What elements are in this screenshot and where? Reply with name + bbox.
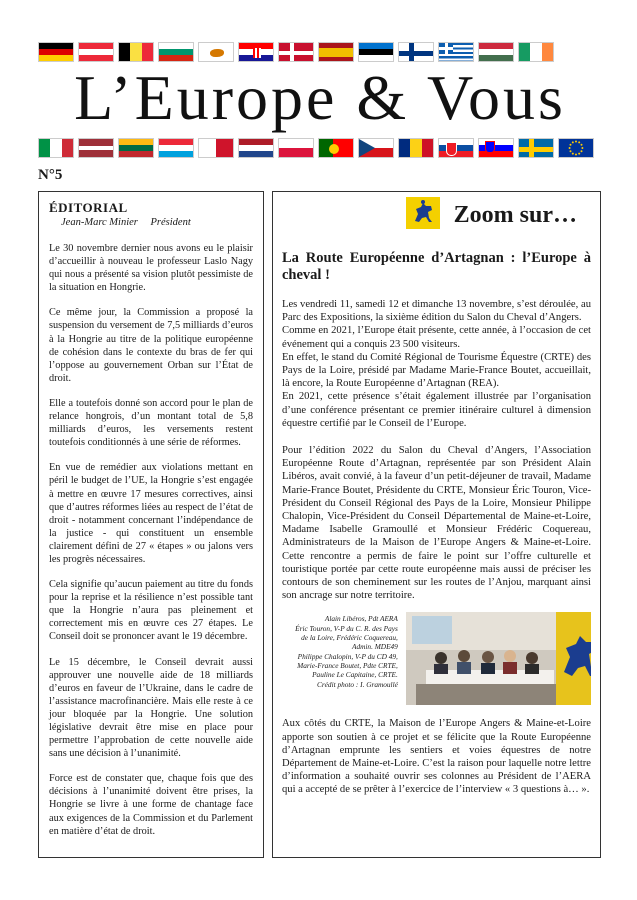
meeting-photo	[406, 612, 591, 705]
flag-netherlands	[238, 138, 274, 158]
flag-latvia	[78, 138, 114, 158]
editorial-paragraph: Ce même jour, la Commission a proposé la suspension du versement de 7,5 milliards d’euros à la Hongrie au titre de la politique européenne de cohésion dans le contexte du bras de fer qui l’oppose au gouvernement Orban sur l’État de droit.	[49, 307, 253, 384]
route-artagnan-logo-icon	[406, 197, 440, 229]
article-paragraph: Pour l’édition 2022 du Salon du Cheval d’Angers, l’Association Européenne Route d’Artagnan, représentée par son Président Alain Libéros, avait convié, à la faveur d’un petit-déjeuner de travail, Madame Marie-France Boutet, Présidente du CRTE, Monsieur Éric Touron, Vice-Président du Conseil Régional des Pays de la Loire, Monsieur Philippe Chalopin, Vice-Président du Conseil Départemental de Maine-et-Loire, Madame Isabelle Gramoullé et Monsieur Frédéric Coquereau, Administrateurs de la Maison de l’Europe Angers & Maine-et-Loire. Cette rencontre a permis de faire le point sur l’offre culturelle et touristique portée par cette route européenne mais aussi de préciser les contours de son cheminement sur les routes de l’Anjou, marquant ainsi son ancrage sur notre territoire.	[282, 445, 591, 602]
flag-croatia	[238, 42, 274, 62]
article-body	[282, 298, 591, 797]
flag-slovakia	[438, 138, 474, 158]
flag-bulgaria	[158, 42, 194, 62]
photo-block	[282, 612, 591, 705]
caption-line: Philippe Chalopin, V-P du CD 49,	[297, 651, 398, 661]
photo-caption	[282, 612, 406, 705]
flag-cyprus	[198, 42, 234, 62]
editorial-paragraph: Force est de constater que, chaque fois que des décisions à l’unanimité doivent être prises, la Hongrie se livre à une forme de chantage face aux exigences de la Commission et du Parlement en matière d’état de droit.	[49, 773, 253, 837]
zoom-box	[272, 191, 601, 858]
article-paragraph: En effet, le stand du Comité Régional de Tourisme Équestre (CRTE) des Pays de la Loire, présidé par Madame Marie-France Boutet, accueillait, là encore, la Route Européenne d’Artagnan (REA).	[282, 351, 591, 390]
editorial-title: ÉDITORIAL	[49, 200, 128, 215]
flag-belgium	[118, 42, 154, 62]
editorial-author: Jean-Marc Minier	[61, 217, 138, 228]
issue-number: N°5	[38, 167, 63, 183]
flag-denmark	[278, 42, 314, 62]
flags-bottom-row	[38, 138, 594, 158]
flag-austria	[78, 42, 114, 62]
flag-italy	[38, 138, 74, 158]
flag-sweden	[518, 138, 554, 158]
zoom-header	[282, 192, 591, 244]
caption-line: Admin. MDE49	[352, 642, 398, 652]
caption-line: Marie-France Boutet, Pdte CRTE,	[297, 660, 398, 670]
caption-line: Crédit photo : I. Gramoullé	[316, 679, 398, 689]
flag-portugal	[318, 138, 354, 158]
flag-germany	[38, 42, 74, 62]
editorial-role: Président	[150, 217, 191, 228]
newsletter-title: L’Europe & Vous	[74, 62, 566, 133]
flag-finland	[398, 42, 434, 62]
flag-estonia	[358, 42, 394, 62]
flag-european-union	[558, 138, 594, 158]
flag-slovenia	[478, 138, 514, 158]
editorial-byline	[61, 217, 253, 228]
article-paragraph: En 2021, cette présence s’était également illustrée par l’organisation d’une conférence présentant ce premier itinéraire culturel à dimension équestre certifié par le Conseil de l’Europe.	[282, 391, 591, 429]
flag-greece	[438, 42, 474, 62]
flag-romania	[398, 138, 434, 158]
flag-lithuania	[118, 138, 154, 158]
caption-line: de la Loire, Frédéric Coquereau,	[301, 633, 398, 643]
flag-luxembourg	[158, 138, 194, 158]
flag-malta	[198, 138, 234, 158]
editorial-body	[49, 242, 253, 838]
article-title: La Route Européenne d’Artagnan : l’Europe à cheval !	[282, 250, 591, 283]
editorial-paragraph: Le 15 décembre, le Conseil devrait aussi approuver une nouvelle aide de 18 milliards d’euros en faveur de l’Ukraine, dans le cadre de l’assistance macrofinancière. Mais elle reste à ce jour bloquée par la Hongrie. Une solution législative devrait être mise en place pour permettre l’approbation de cette nouvelle aide sans une décision à l’unanimité.	[49, 656, 253, 760]
editorial-box	[38, 191, 264, 858]
article-paragraph: Aux côtés du CRTE, la Maison de l’Europe Angers & Maine-et-Loire apporte son soutien à ce projet et se félicite que la Route Européenne d’Artagnan emprunte les sentiers et voies équestres de notre Département de Maine-et-Loire. C’est la raison pour laquelle notre lettre d’information a souhaité ouvrir ses colonnes au Président de l’AERA qui a accepté de se prêter à l’exercice de l’interview « 3 questions à… ».	[282, 718, 591, 796]
flag-czech-republic	[358, 138, 394, 158]
editorial-paragraph: Elle a toutefois donné son accord pour le plan de relance hongrois, d’un montant total de 5,8 milliards d’euros, les versements restent toutefois conditionnés à une série de réformes.	[49, 397, 253, 449]
article-paragraph: Comme en 2021, l’Europe était présente, cette année, à l’occasion de cet événement qui a conquis 23 500 visiteurs.	[282, 325, 591, 350]
caption-line: Pauline Le Capitaine, CRTE.	[312, 670, 398, 680]
flag-ireland	[518, 42, 554, 62]
caption-line: Alain Libéros, Pdt AERA	[324, 614, 398, 624]
zoom-heading: Zoom sur…	[453, 202, 577, 228]
flags-top-row	[38, 42, 554, 62]
flag-hungary	[478, 42, 514, 62]
caption-line: Éric Touron, V-P du C. R. des Pays	[295, 623, 398, 633]
editorial-paragraph: En vue de remédier aux violations mettant en péril le budget de l’UE, la Hongrie s’est engagée à mettre en œuvre 17 mesures correctives, ainsi que d’autres réformes liées au respect de l’état de droit - notamment concernant l’indépendance de la justice - qui constituent un ensemble clairement défini de 27 « étapes » ou jalons vers les progrès nécessaires.	[49, 462, 253, 565]
flag-spain	[318, 42, 354, 62]
editorial-paragraph: Cela signifie qu’aucun paiement au titre du fonds pour la reprise et la résilience n’est possible tant que la Hongrie n’aura pas pleinement et correctement mis en œuvre ces 27 étapes. Le Conseil doit se prononcer avant le 19 décembre.	[49, 579, 253, 643]
article-paragraph: Les vendredi 11, samedi 12 et dimanche 13 novembre, s’est déroulée, au Parc des Expositions, la sixième édition du Salon du Cheval d’Angers.	[282, 299, 591, 324]
editorial-paragraph: Le 30 novembre dernier nous avons eu le plaisir d’accueillir à nouveau le professeur Laslo Nagy qui nous a présenté sa vision plutôt pessimiste de la situation en Hongrie.	[49, 243, 253, 294]
flag-poland	[278, 138, 314, 158]
